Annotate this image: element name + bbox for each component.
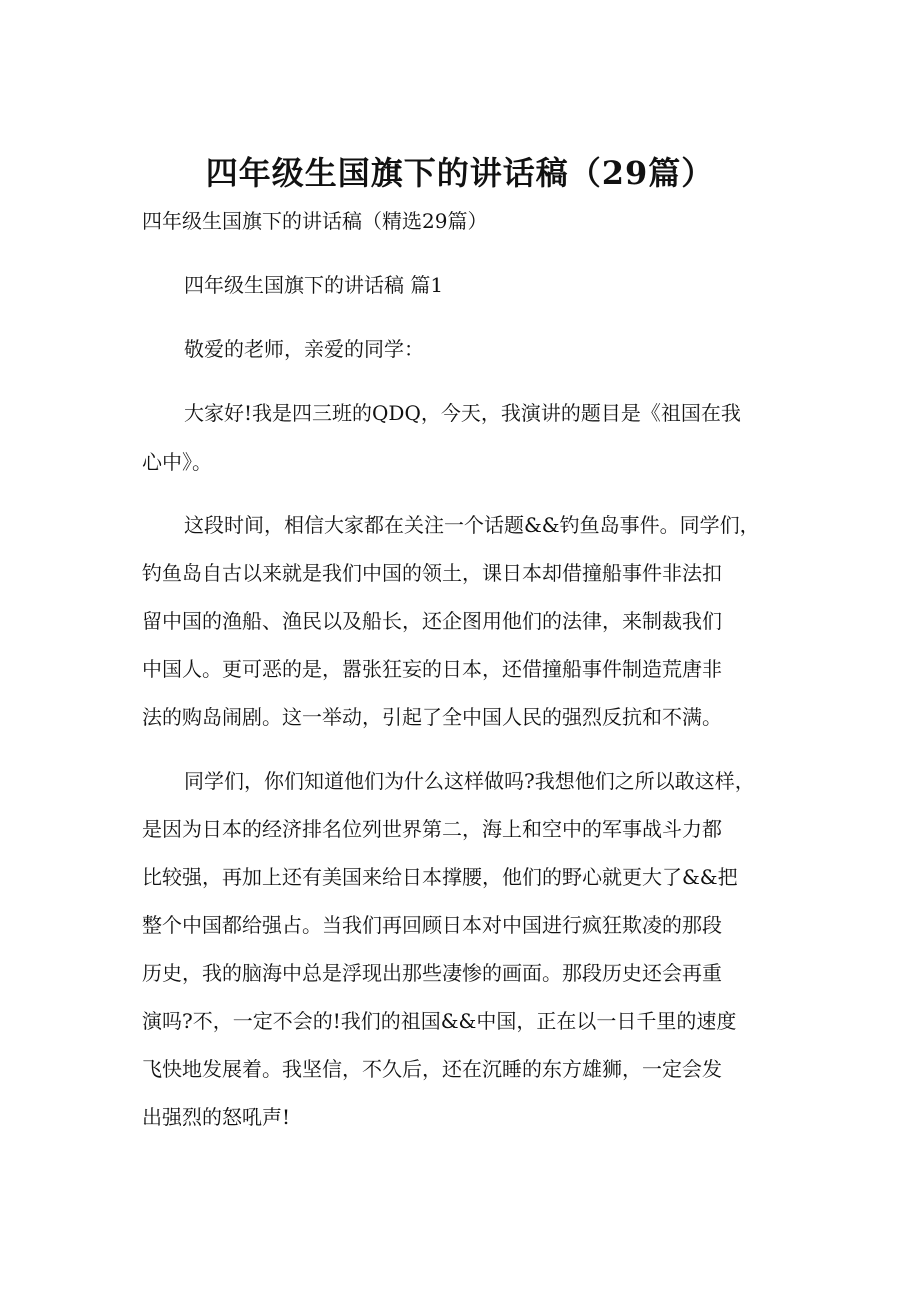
document-title: 四年级生国旗下的讲话稿（29篇） — [205, 154, 715, 192]
paragraph-line: 钓鱼岛自古以来就是我们中国的领土，课日本却借撞船事件非法扣 — [142, 561, 722, 585]
paragraph-line: 历史，我的脑海中总是浮现出那些凄惨的画面。那段历史还会再重 — [142, 961, 722, 985]
paragraph-line: 留中国的渔船、渔民以及船长，还企图用他们的法律，来制裁我们 — [142, 609, 722, 633]
paragraph-line: 演吗?不，一定不会的!我们的祖国&&中国，正在以一日千里的速度 — [142, 1009, 737, 1033]
paragraph-line: 比较强，再加上还有美国来给日本撑腰，他们的野心就更大了&&把 — [142, 865, 738, 889]
paragraph-line: 心中》。 — [142, 450, 212, 474]
paragraph-line: 中国人。更可恶的是，嚣张狂妄的日本，还借撞船事件制造荒唐非 — [142, 657, 722, 681]
salutation: 敬爱的老师，亲爱的同学： — [184, 337, 424, 361]
section-heading: 四年级生国旗下的讲话稿 篇1 — [184, 273, 444, 297]
paragraph-line: 法的购岛闹剧。这一举动，引起了全中国人民的强烈反抗和不满。 — [142, 705, 722, 729]
paragraph-line: 这段时间，相信大家都在关注一个话题&&钓鱼岛事件。同学们， — [184, 513, 760, 537]
paragraph-line: 大家好!我是四三班的QDQ，今天，我演讲的题目是《祖国在我 — [184, 401, 741, 425]
paragraph-line: 整个中国都给强占。当我们再回顾日本对中国进行疯狂欺凌的那段 — [142, 913, 722, 937]
paragraph-line: 出强烈的怒吼声! — [142, 1105, 291, 1129]
paragraph-line: 是因为日本的经济排名位列世界第二，海上和空中的军事战斗力都 — [142, 817, 722, 841]
document-subtitle: 四年级生国旗下的讲话稿（精选29篇） — [142, 209, 488, 233]
paragraph-line: 同学们，你们知道他们为什么这样做吗?我想他们之所以敢这样， — [184, 769, 755, 793]
paragraph-line: 飞快地发展着。我坚信，不久后，还在沉睡的东方雄狮，一定会发 — [142, 1057, 722, 1081]
